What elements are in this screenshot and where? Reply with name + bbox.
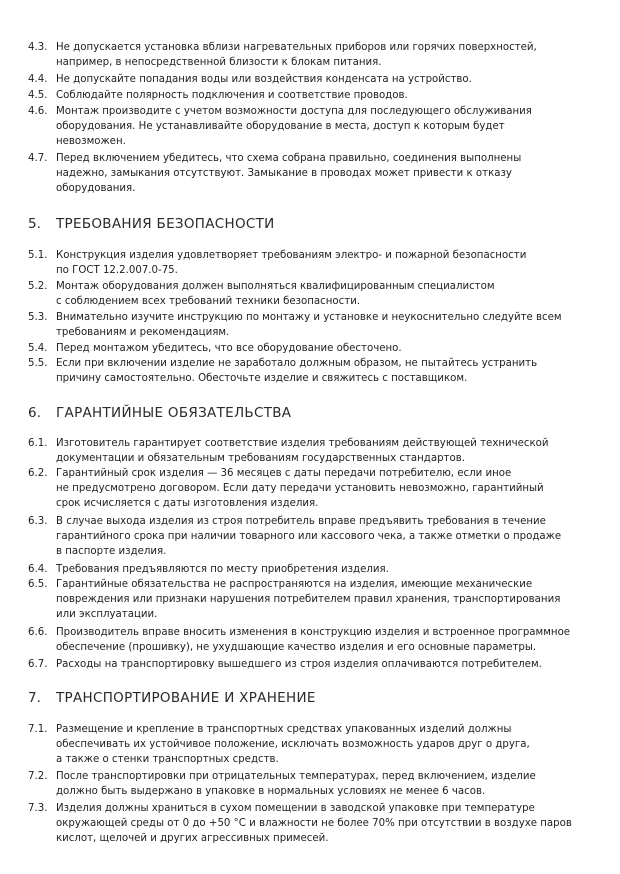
list-item <box>28 466 594 512</box>
section-number: 7. <box>28 690 41 706</box>
section-title: ТРАНСПОРТИРОВАНИЕ И ХРАНЕНИЕ <box>56 690 316 706</box>
item-text: Перед включением убедитесь, что схема собрана правильно, соединения выполнены надежно, замыкания отсутствуют. Замыкание в проводах может привести к отказу оборудования. <box>56 153 522 195</box>
item-number: 7.1. <box>28 724 48 735</box>
list-item <box>28 356 594 386</box>
item-number: 4.5. <box>28 90 48 101</box>
section-heading <box>28 690 316 706</box>
list-item <box>28 562 594 577</box>
list-item <box>28 769 594 799</box>
item-text: Монтаж производите с учетом возможности доступа для последующего обслуживания оборудования. Не устанавливайте оборудование в места, доступ к которым будет невозможен. <box>56 106 532 148</box>
list-item <box>28 104 594 150</box>
list-item <box>28 88 594 103</box>
list-item <box>28 514 594 560</box>
list-item <box>28 151 594 197</box>
list-item <box>28 341 594 356</box>
section-title: ГАРАНТИЙНЫЕ ОБЯЗАТЕЛЬСТВА <box>56 405 292 421</box>
item-number: 6.4. <box>28 564 48 575</box>
item-number: 7.3. <box>28 803 48 814</box>
item-text: Изготовитель гарантирует соответствие изделия требованиям действующей технической документации и обязательным требованиям государственных стандартов. <box>56 438 549 465</box>
list-item <box>28 310 594 340</box>
item-number: 6.2. <box>28 468 48 479</box>
item-text: Внимательно изучите инструкцию по монтажу и установке и неукоснительно следуйте всем требованиям и рекомендациям. <box>56 312 562 339</box>
item-text: Изделия должны храниться в сухом помещении в заводской упаковке при температуре окружающей среды от 0 до +50 °С и влажности не более 70% при отсутствии в воздухе паров кислот, щелочей и других агрессивных примесей. <box>56 803 572 845</box>
item-number: 6.3. <box>28 516 48 527</box>
item-text: Соблюдайте полярность подключения и соответствие проводов. <box>56 90 408 101</box>
item-text: Гарантийный срок изделия — 36 месяцев с даты передачи потребителю, если иное не предусмотрено договором. Если дату передачи установить невозможно, гарантийный срок исчисляется с даты изготовления изделия. <box>56 468 544 510</box>
item-text: Не допускайте попадания воды или воздействия конденсата на устройство. <box>56 74 472 85</box>
item-number: 5.4. <box>28 343 48 354</box>
item-text: Расходы на транспортировку вышедшего из строя изделия оплачиваются потребителем. <box>56 659 542 670</box>
item-number: 5.3. <box>28 312 48 323</box>
item-text: В случае выхода изделия из строя потребитель вправе предъявить требования в течение гарантийного срока при наличии товарного или кассового чека, а также отметки о продаже в паспорте изделия. <box>56 516 562 558</box>
list-item <box>28 722 594 768</box>
item-text: Требования предъявляются по месту приобретения изделия. <box>56 564 389 575</box>
list-item <box>28 248 594 278</box>
item-number: 5.5. <box>28 358 48 369</box>
item-number: 4.3. <box>28 42 48 53</box>
item-text: Производитель вправе вносить изменения в конструкцию изделия и встроенное программное обеспечение (прошивку), не ухудшающие качество изделия и его основные параметры. <box>56 627 571 654</box>
list-item <box>28 577 594 623</box>
section-number: 6. <box>28 405 41 421</box>
item-text: Перед монтажом убедитесь, что все оборудование обесточено. <box>56 343 402 354</box>
item-text: Размещение и крепление в транспортных средствах упакованных изделий должны обеспечивать их устойчивое положение, исключать возможность ударов друг о друга, а также о стенки транспортных средств. <box>56 724 530 766</box>
section-heading <box>28 405 291 421</box>
item-number: 4.7. <box>28 153 48 164</box>
item-number: 6.6. <box>28 627 48 638</box>
section-title: ТРЕБОВАНИЯ БЕЗОПАСНОСТИ <box>56 216 275 232</box>
item-text: Если при включении изделие не заработало должным образом, не пытайтесь устранить причину самостоятельно. Обесточьте изделие и свяжитесь с поставщиком. <box>56 358 538 385</box>
list-item <box>28 657 594 672</box>
item-number: 7.2. <box>28 771 48 782</box>
item-text: Конструкция изделия удовлетворяет требованиям электро- и пожарной безопасности по ГОСТ 12.2.007.0-75. <box>56 250 527 277</box>
list-item <box>28 279 594 309</box>
item-text: После транспортировки при отрицательных температурах, перед включением, изделие должно быть выдержано в упаковке в нормальных условиях не менее 6 часов. <box>56 771 536 798</box>
item-text: Монтаж оборудования должен выполняться квалифицированным специалистом с соблюдением всех требований техники безопасности. <box>56 281 495 308</box>
section-number: 5. <box>28 216 41 232</box>
list-item <box>28 436 594 466</box>
section-heading <box>28 216 275 232</box>
list-item <box>28 625 594 655</box>
item-text: Не допускается установка вблизи нагревательных приборов или горячих поверхностей, например, в непосредственной близости к блокам питания. <box>56 42 537 69</box>
item-number: 6.5. <box>28 579 48 590</box>
item-number: 6.1. <box>28 438 48 449</box>
item-number: 4.6. <box>28 106 48 117</box>
item-number: 5.1. <box>28 250 48 261</box>
item-number: 5.2. <box>28 281 48 292</box>
list-item <box>28 801 594 847</box>
item-text: Гарантийные обязательства не распространяются на изделия, имеющие механические повреждения или признаки нарушения потребителем правил хранения, транспортирования или эксплуатации. <box>56 579 561 621</box>
list-item <box>28 72 594 87</box>
list-item <box>28 40 594 70</box>
item-number: 4.4. <box>28 74 48 85</box>
item-number: 6.7. <box>28 659 48 670</box>
